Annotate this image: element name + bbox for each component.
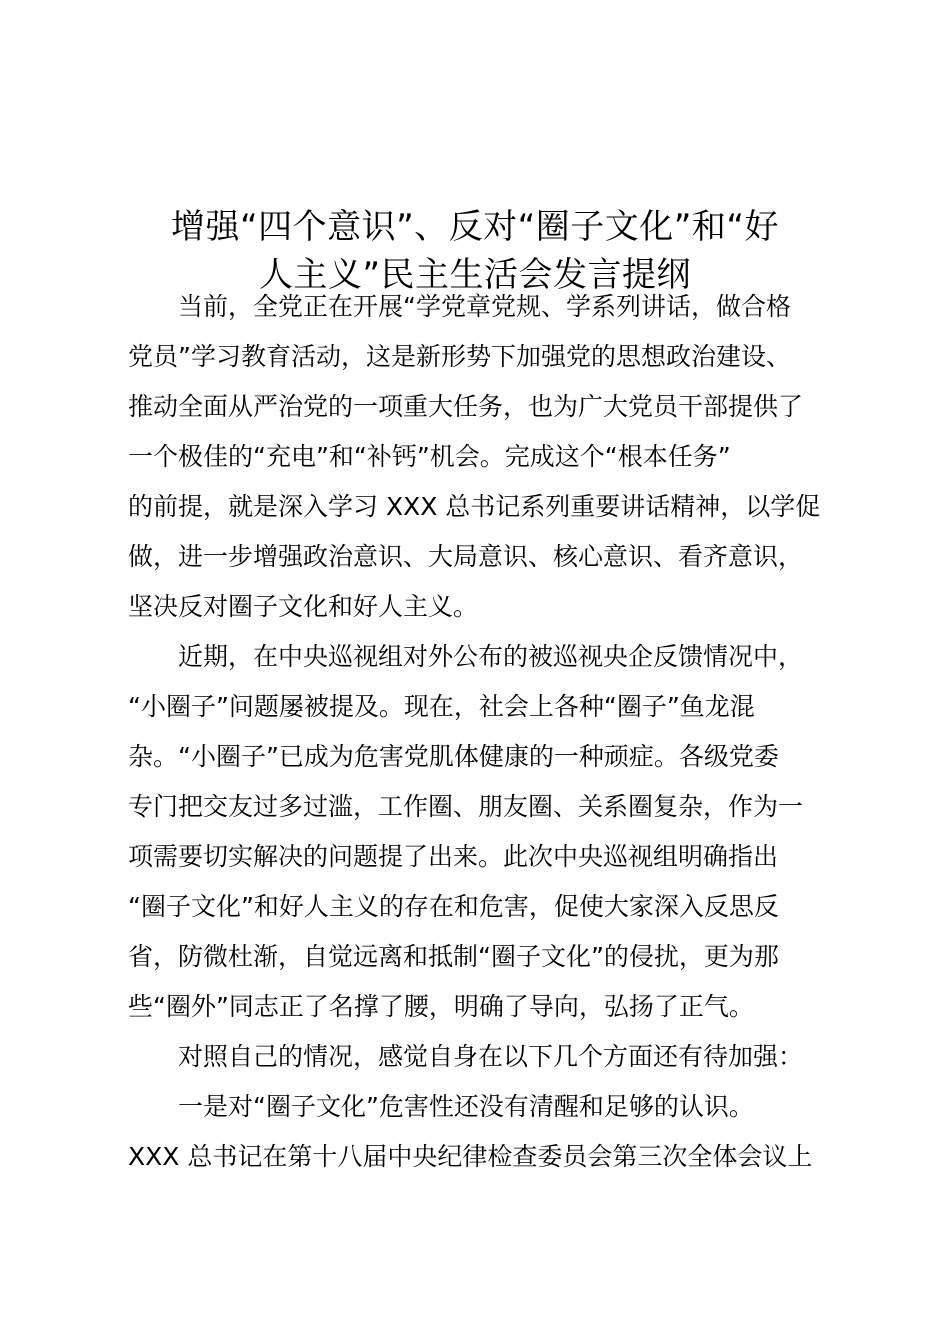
paragraph-line: 近期，在中央巡视组对外公布的被巡视央企反馈情况中， — [178, 642, 804, 671]
paragraph-line: 做，进一步增强政治意识、大局意识、核心意识、看齐意识， — [128, 542, 804, 571]
title-line-2: 人主义”民主生活会发言提纲 — [258, 254, 692, 295]
paragraph-line: “小圈子”问题屡被提及。现在，社会上各种“圈子”鱼龙混 — [128, 692, 755, 721]
paragraph-line: 一是对“圈子文化”危害性还没有清醒和足够的认识。 — [178, 1092, 754, 1121]
paragraph-4 — [128, 1082, 833, 1182]
paragraph-line: 对照自己的情况，感觉自身在以下几个方面还有待加强： — [178, 1042, 804, 1071]
paragraph-line: 推动全面从严治党的一项重大任务，也为广大党员干部提供了 — [128, 392, 804, 421]
paragraph-line: XXX 总书记在第十八届中央纪律检查委员会第三次全体会议上 — [128, 1142, 813, 1171]
paragraph-1 — [128, 282, 833, 632]
paragraph-line: 党员”学习教育活动，这是新形势下加强党的思想政治建设、 — [128, 342, 791, 371]
paragraph-line: 的前提，就是深入学习 XXX 总书记系列重要讲话精神，以学促 — [128, 492, 821, 521]
paragraph-2 — [128, 632, 833, 1032]
title-line-1: 增强“四个意识”、反对“圈子文化”和“好 — [170, 206, 780, 247]
paragraph-line: 杂。“小圈子”已成为危害党肌体健康的一种顽症。各级党委 — [128, 742, 779, 771]
paragraph-line: 专门把交友过多过滥，工作圈、朋友圈、关系圈复杂，作为一 — [128, 792, 804, 821]
paragraph-3 — [128, 1032, 833, 1082]
document-body — [128, 282, 833, 1182]
paragraph-line: 些“圈外”同志正了名撑了腰，明确了导向，弘扬了正气。 — [128, 992, 754, 1021]
paragraph-line: 一个极佳的“充电”和“补钙”机会。完成这个“根本任务” — [128, 442, 731, 471]
paragraph-line: 坚决反对圈子文化和好人主义。 — [128, 592, 479, 621]
paragraph-line: 省，防微杜渐，自觉远离和抵制“圈子文化”的侵扰，更为那 — [128, 942, 779, 971]
paragraph-line: “圈子文化”和好人主义的存在和危害，促使大家深入反思反 — [128, 892, 779, 921]
paragraph-line: 项需要切实解决的问题提了出来。此次中央巡视组明确指出 — [128, 842, 779, 871]
paragraph-line: 当前，全党正在开展“学党章党规、学系列讲话，做合格 — [178, 292, 791, 321]
